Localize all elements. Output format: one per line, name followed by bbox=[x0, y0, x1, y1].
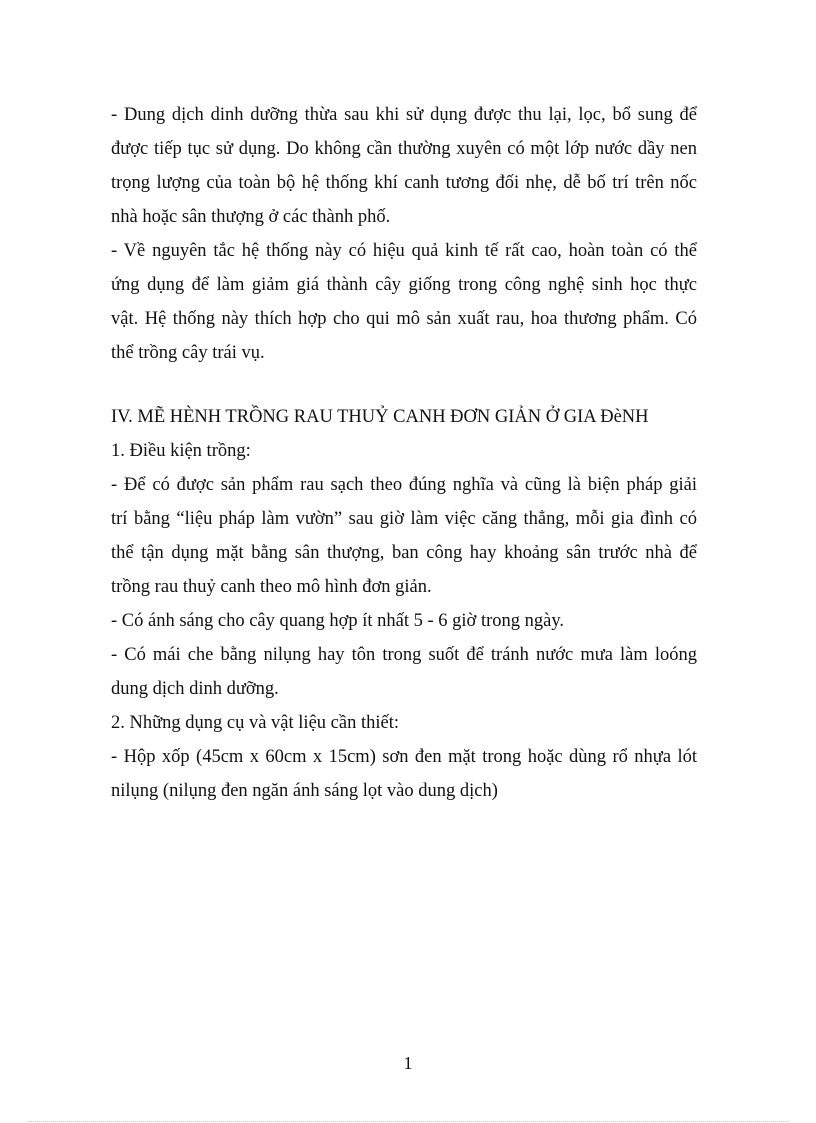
paragraph-spacer bbox=[111, 370, 697, 400]
subheading-growing-conditions: 1. Điều kiện trồng: bbox=[111, 441, 251, 461]
text-line: thể tận dụng mặt bằng sân thượng, ban công hay khoảng sân trước nhà để bbox=[111, 543, 697, 563]
paragraph-economic-efficiency bbox=[111, 234, 697, 370]
text-line: dung dịch dinh dưỡng. bbox=[111, 679, 279, 699]
paragraph-clean-vegetables bbox=[111, 468, 697, 604]
text-line: ứng dụng để làm giảm giá thành cây giống trong công nghệ sinh học thực bbox=[111, 275, 697, 295]
document-body bbox=[111, 98, 697, 808]
text-line: - Để có được sản phẩm rau sạch theo đúng nghĩa và cũng là biện pháp giải bbox=[111, 475, 697, 495]
text-line: - Về nguyên tắc hệ thống này có hiệu quả kinh tế rất cao, hoàn toàn có thể bbox=[111, 241, 697, 261]
text-line: nilụng (nilụng đen ngăn ánh sáng lọt vào dung dịch) bbox=[111, 781, 498, 801]
list-item-light: - Có ánh sáng cho cây quang hợp ít nhất 5 - 6 giờ trong ngày. bbox=[111, 611, 565, 631]
text-line: - Hộp xốp (45cm x 60cm x 15cm) sơn đen mặt trong hoặc dùng rổ nhựa lót bbox=[111, 747, 697, 767]
text-line: - Có mái che bằng nilụng hay tôn trong suốt để tránh nước mưa làm loóng bbox=[111, 645, 697, 665]
text-line: trọng lượng của toàn bộ hệ thống khí canh tương đối nhẹ, dễ bố trí trên nốc bbox=[111, 173, 697, 193]
section-heading: IV. MẼ HÈNH TRỒNG RAU THUỶ CANH ĐƠN GIẢN Ở GIA ĐèNH bbox=[111, 407, 649, 427]
list-item-foam-box bbox=[111, 740, 697, 808]
paragraph-nutrient-reuse bbox=[111, 98, 697, 234]
text-line: vật. Hệ thống này thích hợp cho qui mô sản xuất rau, hoa thương phẩm. Có bbox=[111, 309, 697, 329]
text-line: được tiếp tục sử dụng. Do không cần thường xuyên có một lớp nước dầy nen bbox=[111, 139, 697, 159]
list-item-roof bbox=[111, 638, 697, 706]
text-line: trồng rau thuỷ canh theo mô hình đơn giản. bbox=[111, 577, 432, 597]
page-bottom-divider bbox=[28, 1121, 788, 1122]
text-line: nhà hoặc sân thượng ở các thành phố. bbox=[111, 207, 391, 227]
subheading-tools-materials: 2. Những dụng cụ và vật liệu cần thiết: bbox=[111, 713, 399, 733]
text-line: - Dung dịch dinh dưỡng thừa sau khi sử dụng được thu lại, lọc, bổ sung để bbox=[111, 105, 697, 125]
page-number: 1 bbox=[403, 1053, 413, 1073]
text-line: trí bằng “liệu pháp làm vườn” sau giờ làm việc căng thẳng, mỗi gia đình có bbox=[111, 509, 697, 529]
text-line: thể trồng cây trái vụ. bbox=[111, 343, 265, 363]
